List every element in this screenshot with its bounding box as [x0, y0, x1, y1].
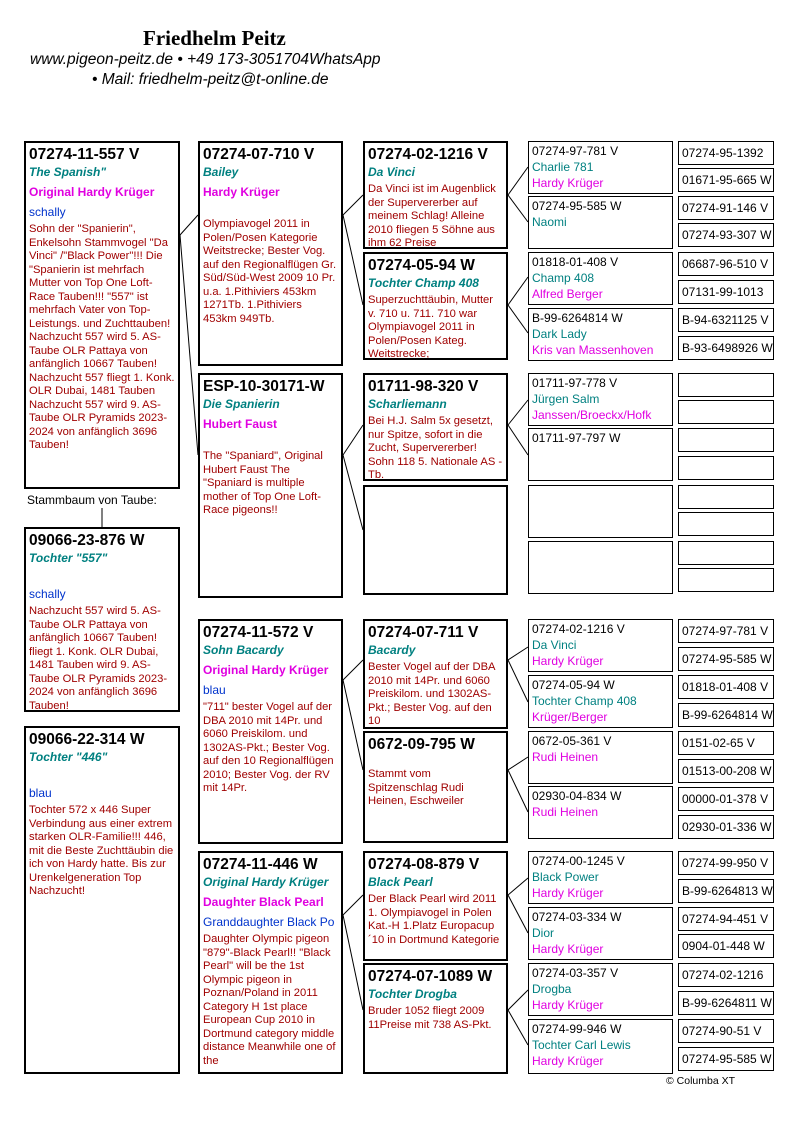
gp-text: Da Vinci ist im Augenblick der Supervererber auf meinem Schlag! Alleine 2010 fliegen 5 Söhne aus ihm 62 Preise — [368, 183, 496, 249]
ggp-name: Dark Lady — [532, 327, 587, 341]
far-ancestor[interactable]: 0904-01-448 W — [678, 934, 774, 958]
far-ancestor-empty[interactable] — [678, 456, 774, 480]
dam2-name: Original Hardy Krüger — [203, 875, 329, 889]
ggp-card[interactable] — [528, 731, 673, 784]
child2-card[interactable] — [24, 726, 180, 1074]
contact-mail[interactable]: • Mail: friedhelm-peitz@t-online.de — [92, 71, 329, 88]
far-ancestor[interactable]: B-99-6264814 W — [678, 703, 774, 727]
dam2-owner: Daughter Black Pearl — [203, 895, 324, 909]
gp-name: Scharliemann — [368, 397, 447, 411]
ggp-card[interactable] — [528, 196, 673, 249]
ggp-card[interactable] — [528, 675, 673, 728]
breeder-name: Friedhelm Peitz — [143, 26, 286, 50]
ggp-name: Black Power — [532, 870, 599, 884]
ggp-card[interactable] — [528, 252, 673, 305]
ggp-card-empty[interactable] — [528, 485, 673, 538]
far-ancestor-empty[interactable] — [678, 373, 774, 397]
far-ancestor[interactable]: 07274-97-781 V — [678, 619, 774, 643]
gp-ring: 07274-07-711 V — [368, 624, 479, 641]
far-ancestor[interactable]: 01671-95-665 W — [678, 168, 774, 192]
gp-card[interactable] — [363, 141, 508, 249]
ggp-ring: 07274-99-946 W — [532, 1022, 622, 1036]
sire-text: Olympiavogel 2011 in Polen/Posen Kategorie Weitstrecke; Bester Vog. auf den Regionalflügen Gr. Süd/Süd-West 2009 10 Pr. u.a. 1.Pithiviers 453km 1271Tb. 1.Pithiviers 453km 949Tb. — [203, 218, 337, 325]
child2-color: blau — [29, 786, 52, 800]
gp-name: Tochter Champ 408 — [368, 276, 479, 290]
ggp-name: Charlie 781 — [532, 160, 594, 174]
gp-ring: 01711-98-320 V — [368, 378, 479, 395]
far-ancestor[interactable]: B-99-6264813 W — [678, 879, 774, 903]
dam2-ring: 07274-11-446 W — [203, 856, 318, 873]
stammbaum-label: Stammbaum von Taube: — [27, 493, 157, 507]
sire-ring: 07274-07-710 V — [203, 146, 315, 163]
child2-text: Tochter 572 x 446 Super Verbindung aus einer extrem starken OLR-Familie!!! 446, mit die Beste Zuchttäubin die ich von Hardy hatte. Bis zur Urenkelgeneration Top Nachzucht! — [29, 804, 174, 897]
ggp-owner: Hardy Krüger — [532, 998, 604, 1012]
far-ancestor-empty[interactable] — [678, 485, 774, 509]
far-ancestor[interactable]: 07274-91-146 V — [678, 196, 774, 220]
sire2-name: Sohn Bacardy — [203, 643, 284, 657]
ggp-ring: 07274-02-1216 V — [532, 622, 625, 636]
ggp-ring: 07274-95-585 W — [532, 199, 622, 213]
dam2-color: Granddaughter Black Po — [203, 915, 335, 929]
ggp-card[interactable] — [528, 619, 673, 672]
ggp-card[interactable] — [528, 373, 673, 426]
main-text: Sohn der "Spanierin", Enkelsohn Stammvogel "Da Vinci" /"Black Power"!!! Die "Spanierin ist mehrfach Mutter von Top One Loft-Race Tauben!!! "557" ist mehrfach Vater von Top-Leistungs. und Zuchttauben! Nachzucht 557 wird 5. AS-Taube OLR Pattaya von anfänglich 10667 Tauben! Nachzucht 557 fliegt 1. Konk. OLR Dubai, 1481 Tauben Nachzucht 557 wird 9. AS-Taube OLR Pyramids 2023-2024 von anfänglich 3696 Tauben! — [29, 223, 175, 451]
main-pigeon-card[interactable] — [24, 141, 180, 489]
child2-name: Tochter "446" — [29, 750, 108, 764]
far-ancestor[interactable]: 07274-02-1216 — [678, 963, 774, 987]
child1-name: Tochter "557" — [29, 551, 108, 565]
main-ring: 07274-11-557 V — [29, 146, 140, 163]
far-ancestor[interactable]: 01818-01-408 V — [678, 675, 774, 699]
gp-text: Der Black Pearl wird 2011 1. Olympiavogel in Polen Kat.-H 1.Platz Europacup ´10 in Dortmund Kategorie — [368, 893, 500, 946]
gp-card[interactable] — [363, 619, 508, 729]
sire2-card[interactable] — [198, 619, 343, 844]
ggp-name: Tochter Carl Lewis — [532, 1038, 631, 1052]
ggp-card[interactable] — [528, 428, 673, 481]
far-ancestor[interactable]: 06687-96-510 V — [678, 252, 774, 276]
child2-ring: 09066-22-314 W — [29, 731, 145, 748]
far-ancestor[interactable]: 07274-95-585 W — [678, 647, 774, 671]
sire2-color: blau — [203, 683, 226, 697]
ggp-card[interactable] — [528, 963, 673, 1016]
gp-ring: 07274-08-879 V — [368, 856, 480, 873]
gp-card[interactable] — [363, 731, 508, 843]
dam-ring: ESP-10-30171-W — [203, 378, 325, 395]
far-ancestor[interactable]: 02930-01-336 W — [678, 815, 774, 839]
child1-text: Nachzucht 557 wird 5. AS-Taube OLR Pattaya von anfänglich 10667 Tauben! fliegt 1. Konk. OLR Dubai, 1481 Tauben wird 9. AS-Taube OLR Pyramids 2023-2024 von anfänglich 3696 Tauben! — [29, 605, 168, 712]
ggp-name: Jürgen Salm — [532, 392, 600, 406]
ggp-card[interactable] — [528, 308, 673, 361]
far-ancestor[interactable]: B-99-6264811 W — [678, 991, 774, 1015]
gp-text: Bei H.J. Salm 5x gesetzt, nur Spitze, sofort in die Zucht, Supervererber! Sohn 118 5. Nationale AS -Tb. — [368, 415, 503, 481]
far-ancestor-empty[interactable] — [678, 428, 774, 452]
ggp-name: Da Vinci — [532, 638, 577, 652]
sire2-ring: 07274-11-572 V — [203, 624, 314, 641]
main-color: schally — [29, 205, 66, 219]
ggp-name: Naomi — [532, 215, 567, 229]
ggp-owner: Hardy Krüger — [532, 176, 604, 190]
ggp-ring: 01818-01-408 V — [532, 255, 619, 269]
gp-text: Stammt vom Spitzenschlag Rudi Heinen, Eschweiler — [368, 768, 464, 807]
far-ancestor[interactable]: 07274-93-307 W — [678, 223, 774, 247]
gp-name: Black Pearl — [368, 875, 433, 889]
gp-ring: 07274-05-94 W — [368, 257, 475, 274]
ggp-name: Tochter Champ 408 — [532, 694, 637, 708]
child1-color: schally — [29, 587, 66, 601]
sire-name: Bailey — [203, 165, 239, 179]
far-ancestor[interactable]: 07274-94-451 V — [678, 907, 774, 931]
dam-name: Die Spanierin — [203, 397, 280, 411]
far-ancestor[interactable]: B-93-6498926 W — [678, 336, 774, 360]
ggp-ring: 07274-00-1245 V — [532, 854, 625, 868]
ggp-card[interactable] — [528, 786, 673, 839]
ggp-card[interactable] — [528, 141, 673, 194]
far-ancestor-empty[interactable] — [678, 541, 774, 565]
ggp-owner: Kris van Massenhoven — [532, 343, 654, 357]
ggp-owner: Janssen/Broeckx/Hofk — [532, 408, 652, 422]
ggp-ring: 01711-97-778 V — [532, 376, 618, 390]
contact-web-phone[interactable]: www.pigeon-peitz.de • +49 173-3051704WhatsApp — [30, 51, 381, 68]
child1-card[interactable] — [24, 527, 180, 712]
ggp-owner: Hardy Krüger — [532, 654, 604, 668]
ggp-name: Drogba — [532, 982, 572, 996]
far-ancestor[interactable]: 00000-01-378 V — [678, 787, 774, 811]
ggp-name: Champ 408 — [532, 271, 595, 285]
main-name: The Spanish" — [29, 165, 107, 179]
dam-text: The "Spaniard", Original Hubert Faust The "Spaniard is multiple mother of Top One Loft-Race pigeons!! — [203, 450, 323, 516]
ggp-ring: 0672-05-361 V — [532, 734, 612, 748]
gp-card[interactable] — [363, 252, 508, 360]
sire-owner: Hardy Krüger — [203, 185, 280, 199]
ggp-owner: Rudi Heinen — [532, 805, 599, 819]
ggp-name: Dior — [532, 926, 555, 940]
gp-card[interactable] — [363, 851, 508, 961]
gp-ring: 07274-07-1089 W — [368, 968, 493, 985]
ggp-card-empty[interactable] — [528, 541, 673, 594]
ggp-ring: 07274-97-781 V — [532, 144, 619, 158]
far-ancestor[interactable]: 07274-99-950 V — [678, 851, 774, 875]
far-ancestor-empty[interactable] — [678, 568, 774, 592]
far-ancestor-empty[interactable] — [678, 400, 774, 424]
far-ancestor[interactable]: 07274-90-51 V — [678, 1019, 774, 1043]
ggp-owner: Krüger/Berger — [532, 710, 608, 724]
ggp-ring: 02930-04-834 W — [532, 789, 622, 803]
gp-name: Da Vinci — [368, 165, 415, 179]
far-ancestor-empty[interactable] — [678, 512, 774, 536]
ggp-ring: 01711-97-797 W — [532, 431, 621, 445]
gp-card[interactable] — [363, 963, 508, 1074]
dam2-card[interactable] — [198, 851, 343, 1074]
gp-name: Bacardy — [368, 643, 416, 657]
far-ancestor[interactable]: 07274-95-1392 — [678, 141, 774, 165]
ggp-owner: Hardy Krüger — [532, 886, 604, 900]
far-ancestor[interactable]: 01513-00-208 W — [678, 759, 774, 783]
ggp-ring: B-99-6264814 W — [532, 311, 623, 325]
ggp-card[interactable] — [528, 851, 673, 904]
ggp-owner: Alfred Berger — [532, 287, 603, 301]
gp-card[interactable] — [363, 373, 508, 481]
ggp-card[interactable] — [528, 1019, 673, 1074]
ggp-ring: 07274-05-94 W — [532, 678, 615, 692]
ggp-owner: Rudi Heinen — [532, 750, 599, 764]
ggp-ring: 07274-03-357 V — [532, 966, 619, 980]
dam2-text: Daughter Olympic pigeon "879"-Black Pearl!! "Black Pearl" will be the 1st Olympic pigeon in Poznan/Poland in 2011 Category H 1st place European Cup 2010 in Dortmund category middle distance Meanwhile one of the — [203, 933, 336, 1067]
far-ancestor[interactable]: B-94-6321125 V — [678, 308, 774, 332]
far-ancestor[interactable]: 0151-02-65 V — [678, 731, 774, 755]
sire-card[interactable] — [198, 141, 343, 366]
sire2-text: "711" bester Vogel auf der DBA 2010 mit 14Pr. und 6060 Preiskilom. und 1302AS-Pkt.; Bester Vog. auf den 10 Regionalflügen 2010; Bester Vog. der RV mit 14Pr. — [203, 701, 334, 794]
main-owner: Original Hardy Krüger — [29, 185, 155, 199]
ggp-card[interactable] — [528, 907, 673, 960]
copyright: © Columba XT — [666, 1075, 736, 1087]
gp-text: Bester Vogel auf der DBA 2010 mit 14Pr. und 6060 Preiskilom. und 1302AS-Pkt.; Bester Vog. auf den 10 — [368, 661, 495, 727]
dam-card[interactable] — [198, 373, 343, 598]
ggp-owner: Hardy Krüger — [532, 942, 604, 956]
ggp-ring: 07274-03-334 W — [532, 910, 622, 924]
sire2-owner: Original Hardy Krüger — [203, 663, 329, 677]
ggp-owner: Hardy Krüger — [532, 1054, 604, 1068]
gp-name: Tochter Drogba — [368, 987, 457, 1001]
gp-card-empty[interactable] — [363, 485, 508, 595]
gp-text: Bruder 1052 fliegt 2009 11Preise mit 738 AS-Pkt. — [368, 1005, 492, 1031]
child1-ring: 09066-23-876 W — [29, 532, 145, 549]
gp-ring: 0672-09-795 W — [368, 736, 475, 753]
far-ancestor[interactable]: 07274-95-585 W — [678, 1047, 774, 1071]
dam-owner: Hubert Faust — [203, 417, 278, 431]
far-ancestor[interactable]: 07131-99-1013 — [678, 280, 774, 304]
gp-ring: 07274-02-1216 V — [368, 146, 488, 163]
gp-text: Superzuchttäubin, Mutter v. 710 u. 711. 710 war Olympiavogel 2011 in Polen/Posen Kateg. Weitstrecke; — [368, 294, 493, 360]
